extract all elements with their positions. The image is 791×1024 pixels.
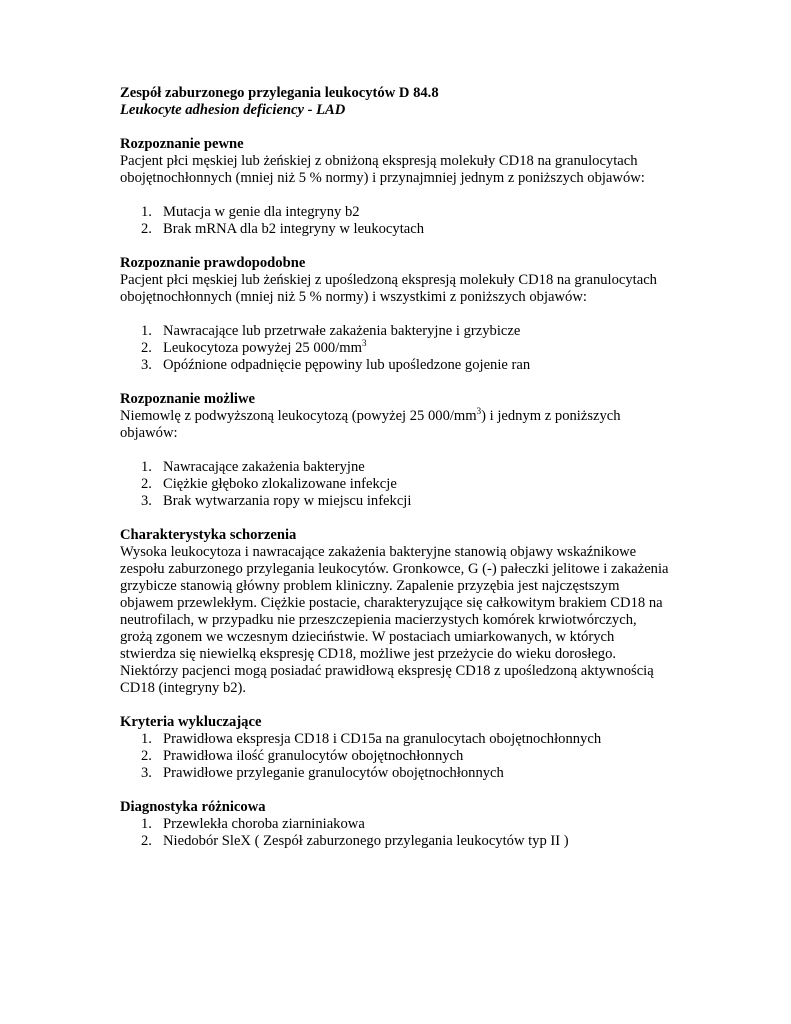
numbered-list: [120, 323, 680, 374]
section-charakterystyka: [120, 527, 680, 697]
section-heading: Rozpoznanie pewne: [120, 136, 244, 152]
text-run: Niemowlę z podwyższoną leukocytozą (powyżej 25 000/mm: [120, 408, 477, 424]
numbered-list: [120, 459, 680, 510]
paragraph-line: CD18 (integryny b2).: [120, 680, 247, 696]
section-heading: Kryteria wykluczające: [120, 714, 262, 730]
list-number: 2.: [141, 748, 152, 764]
list-item: [120, 459, 680, 476]
section-kryteria-wykluczajace: [120, 714, 680, 782]
list-item-text: Nawracające lub przetrwałe zakażenia bakteryjne i grzybicze: [163, 323, 521, 339]
list-item-text: Prawidłowa ilość granulocytów obojętnochłonnych: [163, 748, 464, 764]
paragraph-line: grzybicze stanowią główny problem kliniczny. Zapalenie przyzębia jest najczęstszym: [120, 578, 620, 594]
numbered-list: [120, 816, 680, 850]
section-heading: Diagnostyka różnicowa: [120, 799, 266, 815]
section-heading: Rozpoznanie prawdopodobne: [120, 255, 306, 271]
list-item: [120, 221, 680, 238]
list-item-text: Leukocytoza powyżej 25 000/mm: [163, 340, 362, 356]
list-number: 2.: [141, 340, 152, 356]
paragraph-line: neutrofilach, w przypadku nie przeszczepienia macierzystych komórek krwiotwórczych,: [120, 612, 637, 628]
superscript: 3: [362, 338, 367, 348]
list-item: [120, 833, 680, 850]
paragraph-line: grożą zgonem we wczesnym dzieciństwie. W postaciach umiarkowanych, w których: [120, 629, 615, 645]
list-item: [120, 357, 680, 374]
section-heading: Rozpoznanie możliwe: [120, 391, 255, 407]
document-subtitle: Leukocyte adhesion deficiency - LAD: [120, 102, 346, 118]
list-number: 1.: [141, 459, 152, 475]
numbered-list: [120, 731, 680, 782]
list-number: 3.: [141, 493, 152, 509]
list-number: 1.: [141, 323, 152, 339]
list-item-text: Nawracające zakażenia bakteryjne: [163, 459, 365, 475]
paragraph-line: Wysoka leukocytoza i nawracające zakażenia bakteryjne stanowią objawy wskaźnikowe: [120, 544, 637, 560]
paragraph-line: stwierdza się niewielką ekspresję CD18, możliwe jest przeżycie do wieku dorosłego.: [120, 646, 617, 662]
superscript: 3: [476, 406, 482, 416]
list-item: [120, 816, 680, 833]
list-item: [120, 323, 680, 340]
paragraph-line: [120, 408, 680, 425]
list-item-text: Brak wytwarzania ropy w miejscu infekcji: [163, 493, 412, 509]
paragraph-line: Pacjent płci męskiej lub żeńskiej z upośledzoną ekspresją molekuły CD18 na granulocytach: [120, 272, 657, 288]
paragraph-line: Pacjent płci męskiej lub żeńskiej z obniżoną ekspresją molekuły CD18 na granulocytach: [120, 153, 638, 169]
list-item: [120, 476, 680, 493]
numbered-list: [120, 204, 680, 238]
section-diagnostyka-roznicowa: [120, 799, 680, 850]
list-item-text: Niedobór SleX ( Zespół zaburzonego przylegania leukocytów typ II ): [163, 833, 569, 849]
paragraph-line: objawów:: [120, 425, 178, 441]
list-item-text: Przewlekła choroba ziarniniakowa: [163, 816, 365, 832]
list-number: 1.: [141, 816, 152, 832]
list-item-text: Mutacja w genie dla integryny b2: [163, 204, 360, 220]
list-item-text: Brak mRNA dla b2 integryny w leukocytach: [163, 221, 425, 237]
list-number: 1.: [141, 204, 152, 220]
paragraph-line: obojętnochłonnych (mniej niż 5 % normy) i przynajmniej jednym z poniższych objawów:: [120, 170, 645, 186]
list-number: 2.: [141, 221, 152, 237]
list-item: [120, 748, 680, 765]
list-item: [120, 765, 680, 782]
paragraph-line: Niektórzy pacjenci mogą posiadać prawidłową ekspresję CD18 z upośledzoną aktywnością: [120, 663, 654, 679]
list-number: 2.: [141, 833, 152, 849]
list-item-text: Opóźnione odpadnięcie pępowiny lub upośledzone gojenie ran: [163, 357, 531, 373]
list-number: 3.: [141, 357, 152, 373]
list-number: 1.: [141, 731, 152, 747]
list-item: [120, 731, 680, 748]
list-item-text: Ciężkie głęboko zlokalizowane infekcje: [163, 476, 397, 492]
section-rozpoznanie-pewne: [120, 136, 680, 238]
list-item-text: Prawidłowe przyleganie granulocytów obojętnochłonnych: [163, 765, 504, 781]
section-rozpoznanie-prawdopodobne: [120, 255, 680, 374]
paragraph-line: zespołu zaburzonego przylegania leukocytów. Gronkowce, G (-) pałeczki jelitowe i zakażenia: [120, 561, 669, 577]
list-item-text: Prawidłowa ekspresja CD18 i CD15a na granulocytach obojętnochłonnych: [163, 731, 602, 747]
text-run: ) i jednym z poniższych: [481, 408, 621, 424]
section-heading: Charakterystyka schorzenia: [120, 527, 297, 543]
list-item: [120, 204, 680, 221]
list-number: 3.: [141, 765, 152, 781]
document-content: [120, 85, 680, 850]
list-item: [120, 340, 680, 357]
document-title: Zespół zaburzonego przylegania leukocytów D 84.8: [120, 85, 439, 101]
list-item: [120, 493, 680, 510]
section-rozpoznanie-mozliwe: [120, 391, 680, 510]
paragraph-line: objawem przewlekłym. Ciężkie postacie, charakteryzujące się całkowitym brakiem CD18 na: [120, 595, 663, 611]
paragraph-line: obojętnochłonnych (mniej niż 5 % normy) i wszystkimi z poniższych objawów:: [120, 289, 587, 305]
list-number: 2.: [141, 476, 152, 492]
